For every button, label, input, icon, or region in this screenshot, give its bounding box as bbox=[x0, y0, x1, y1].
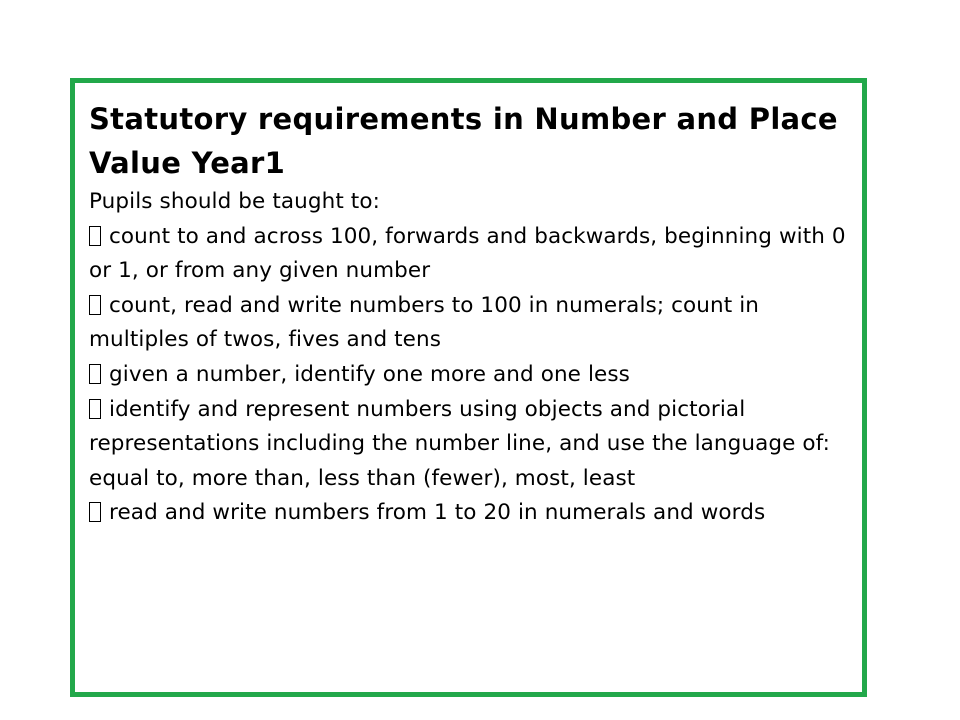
list-item bbox=[89, 289, 852, 358]
list-item-text: read and write numbers from 1 to 20 in numerals and words bbox=[109, 500, 766, 526]
slide-content bbox=[89, 97, 852, 531]
bullet-icon bbox=[89, 502, 101, 522]
list-item-text: identify and represent numbers using objects and pictorial representations including the number line, and use the language of: equal to, more than, less than (fewer), most, least bbox=[89, 396, 830, 491]
list-item-text: count, read and write numbers to 100 in numerals; count in multiples of twos, fives and tens bbox=[89, 292, 760, 353]
bullet-icon bbox=[89, 295, 101, 315]
slide-title: Statutory requirements in Number and Place Value Year1 bbox=[89, 102, 838, 180]
list-item bbox=[89, 358, 852, 393]
list-item-text: count to and across 100, forwards and backwards, beginning with 0 or 1, or from any given number bbox=[89, 223, 846, 284]
bullet-icon bbox=[89, 399, 101, 419]
requirements-list bbox=[89, 220, 852, 531]
bullet-icon bbox=[89, 364, 101, 384]
bullet-icon bbox=[89, 226, 101, 246]
list-item-text: given a number, identify one more and one less bbox=[109, 361, 630, 387]
list-item bbox=[89, 393, 852, 497]
list-item bbox=[89, 496, 852, 531]
slide-frame bbox=[70, 78, 867, 697]
list-item bbox=[89, 220, 852, 289]
intro-text: Pupils should be taught to: bbox=[89, 189, 380, 214]
